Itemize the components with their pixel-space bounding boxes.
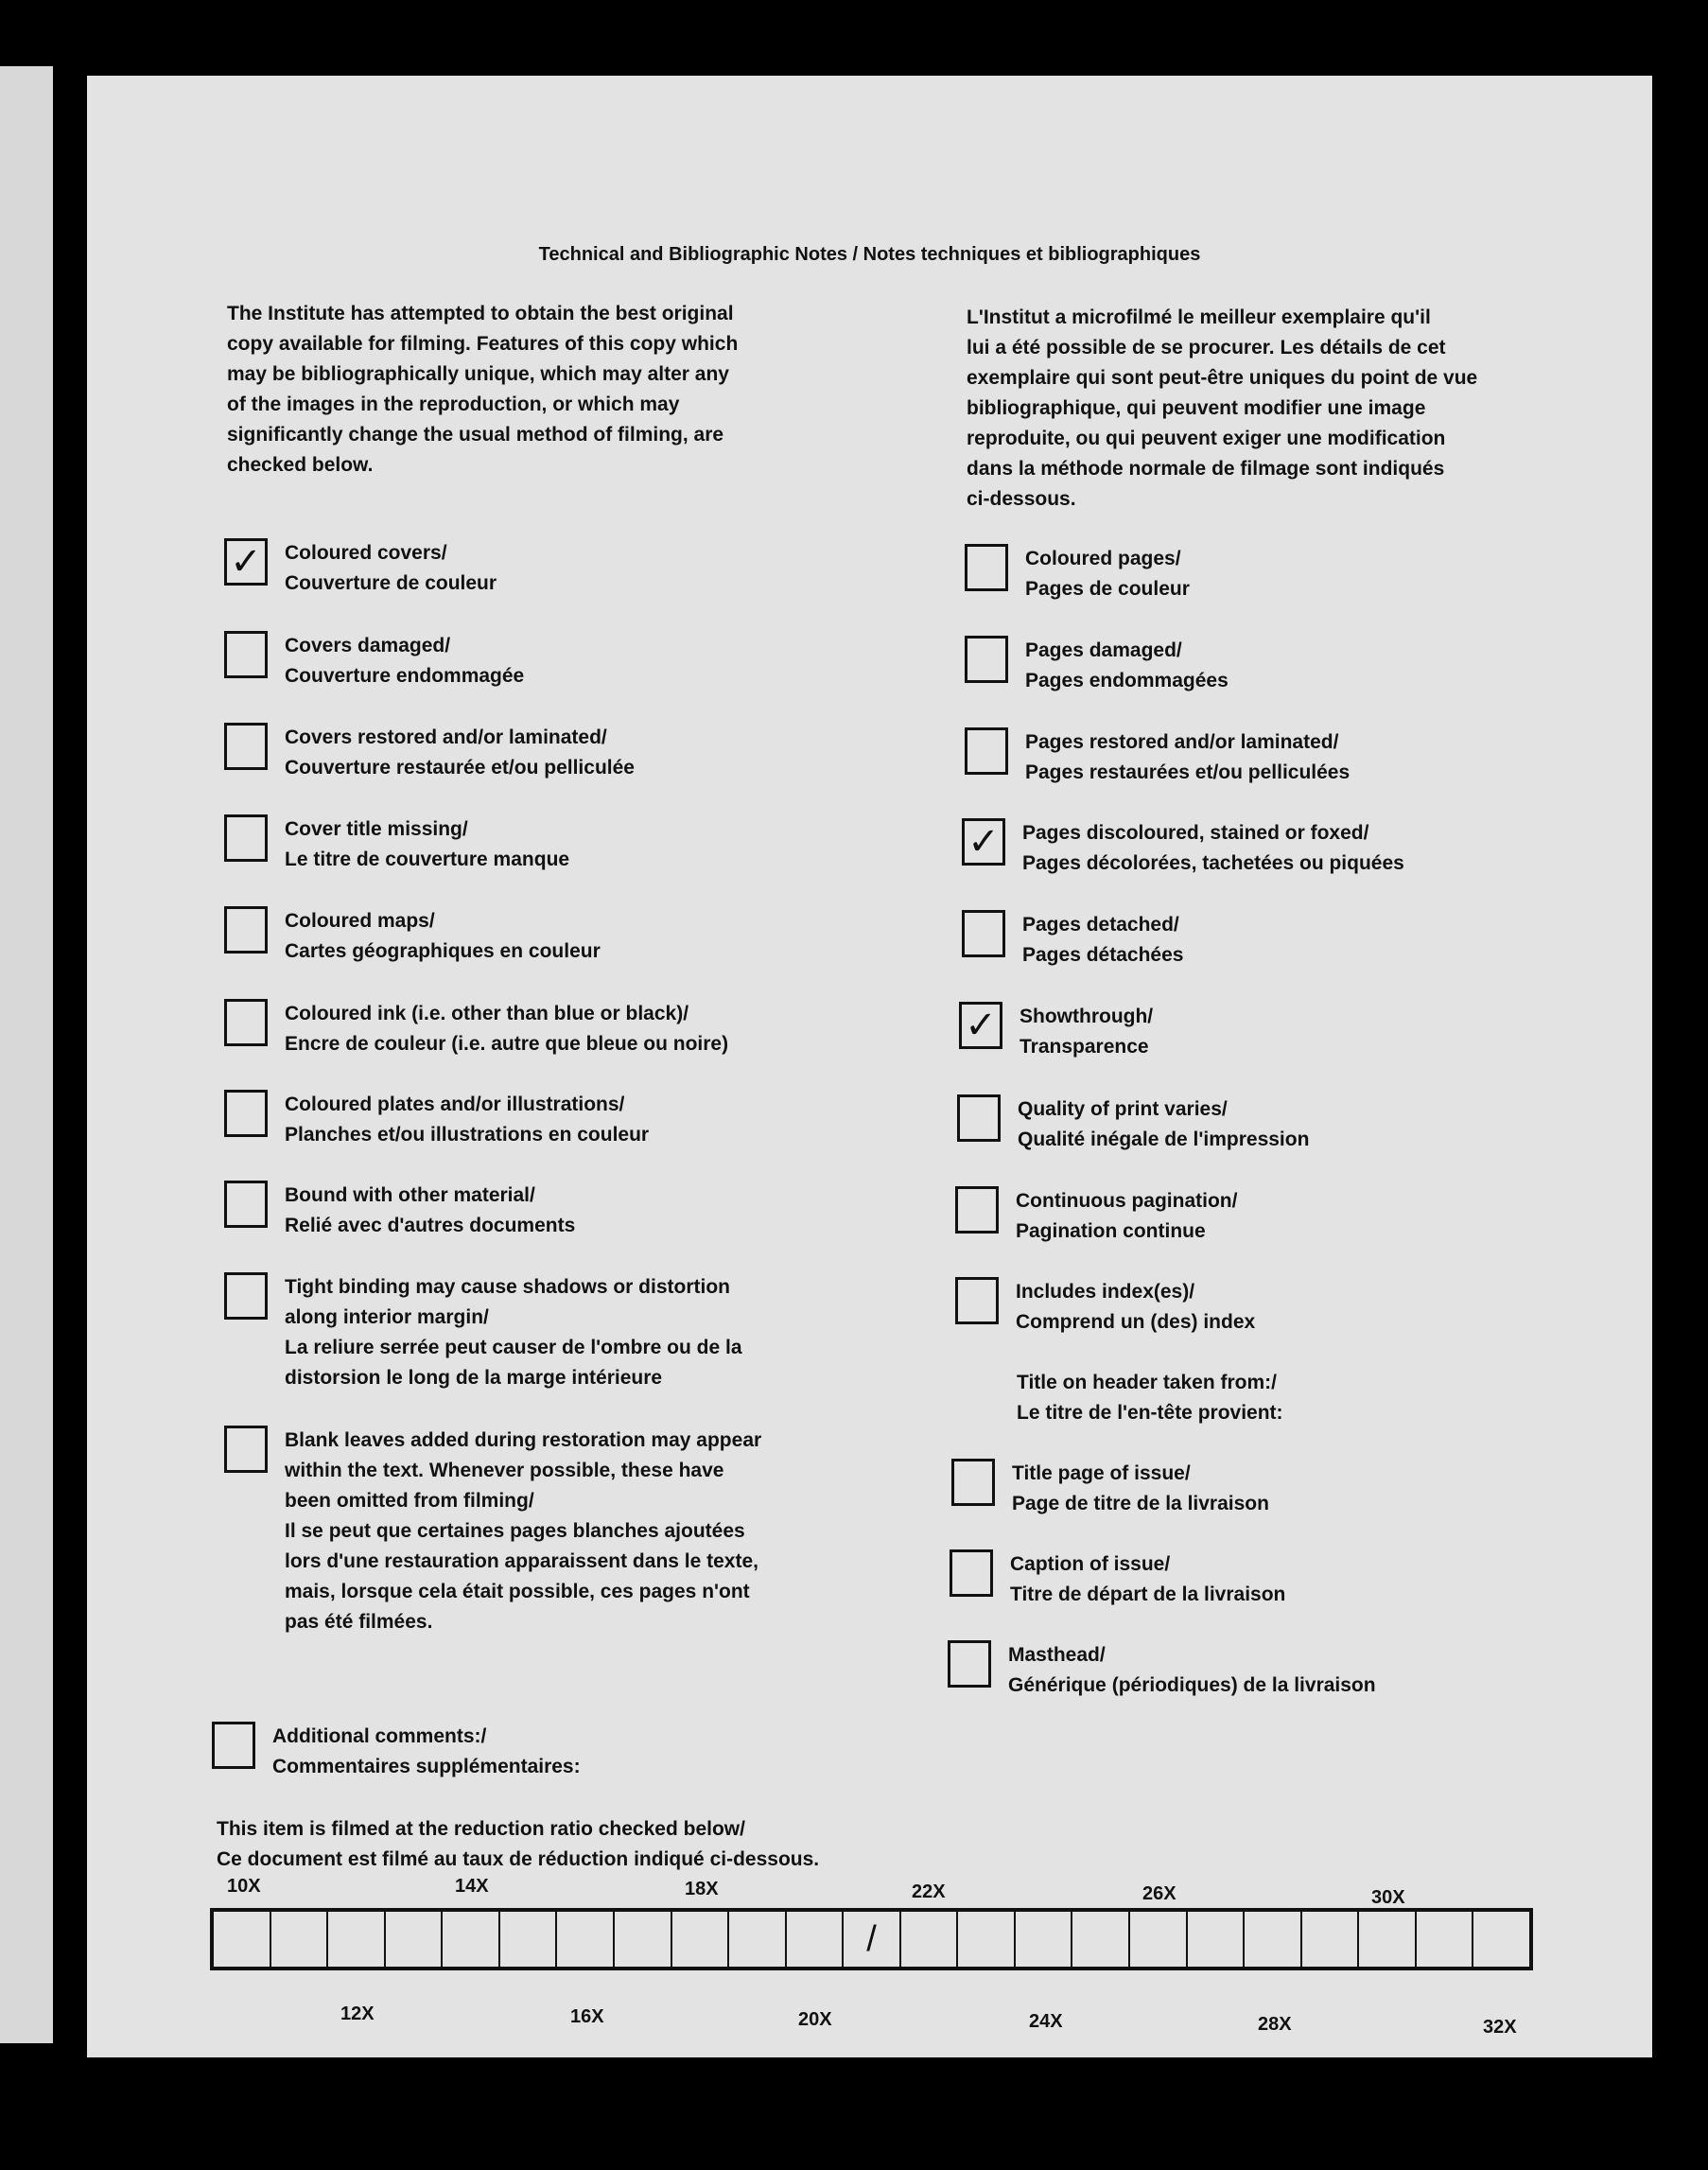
item-showthrough[interactable] bbox=[959, 1002, 1153, 1062]
item-label: Pages discoloured, stained or foxed/ Pages décolorées, tachetées ou piquées bbox=[1022, 822, 1404, 874]
checkbox[interactable] bbox=[948, 1640, 991, 1688]
item-masthead[interactable] bbox=[948, 1640, 1376, 1701]
item-includes-index[interactable] bbox=[955, 1277, 1255, 1338]
item-label: Masthead/ Générique (périodiques) de la livraison bbox=[1008, 1644, 1376, 1696]
item-label: Continuous pagination/ Pagination continue bbox=[1016, 1190, 1238, 1242]
item-continuous-pagination[interactable] bbox=[955, 1186, 1237, 1247]
item-label: Covers damaged/ Couverture endommagée bbox=[285, 635, 525, 687]
item-coloured-pages[interactable] bbox=[965, 544, 1190, 604]
ratio-label-top: 22X bbox=[912, 1881, 946, 1902]
intro-french: L'Institut a microfilmé le meilleur exemplaire qu'il lui a été possible de se procurer. Les détails de cet exemplaire qui sont peut-être uniques du point de vue bibliographique, qui peuvent modifier une image reproduite, ou qui peuvent exiger une modification dans la méthode normale de filmage sont indiqués ci-dessous. bbox=[967, 306, 1478, 510]
item-label: Blank leaves added during restoration may appear within the text. Whenever possible, these have been omitted from filming/ Il se peut que certaines pages blanches ajoutées lors d'une restauration apparaissent dans le texte, mais, lorsque cela était possible, ces pages n'ont pas été filmées. bbox=[285, 1429, 762, 1633]
item-coloured-maps[interactable] bbox=[224, 906, 601, 967]
checkbox[interactable] bbox=[965, 544, 1008, 591]
checkbox[interactable] bbox=[224, 631, 268, 678]
ratio-label-top: 30X bbox=[1371, 1887, 1405, 1908]
checkbox[interactable] bbox=[962, 910, 1005, 957]
item-label: Title page of issue/ Page de titre de la livraison bbox=[1012, 1462, 1269, 1514]
item-coloured-plates[interactable] bbox=[224, 1090, 649, 1150]
ratio-cell[interactable] bbox=[1188, 1912, 1246, 1967]
reduction-note: This item is filmed at the reduction ratio checked below/ Ce document est filmé au taux de réduction indiqué ci-dessous. bbox=[217, 1818, 820, 1870]
checkbox[interactable] bbox=[950, 1549, 993, 1597]
item-label: Covers restored and/or laminated/ Couverture restaurée et/ou pelliculée bbox=[285, 726, 635, 779]
item-label: Pages damaged/ Pages endommagées bbox=[1025, 639, 1229, 691]
ratio-cell[interactable] bbox=[386, 1912, 444, 1967]
item-label: Cover title missing/ Le titre de couverture manque bbox=[285, 818, 570, 870]
item-coloured-ink[interactable] bbox=[224, 999, 728, 1059]
item-cover-title-missing[interactable] bbox=[224, 814, 569, 875]
checkbox[interactable] bbox=[224, 723, 268, 770]
checkbox[interactable] bbox=[224, 906, 268, 954]
item-label: Additional comments:/ Commentaires supplémentaires: bbox=[272, 1725, 581, 1777]
ratio-label-bottom: 16X bbox=[570, 2006, 604, 2027]
ratio-cell-checked[interactable]: / bbox=[844, 1912, 901, 1967]
item-bound-with-other[interactable] bbox=[224, 1181, 575, 1241]
adjacent-page-edge bbox=[0, 66, 53, 2043]
checkbox[interactable] bbox=[965, 636, 1008, 683]
checkbox[interactable] bbox=[965, 727, 1008, 775]
ratio-cell[interactable] bbox=[729, 1912, 787, 1967]
checkbox-checked[interactable]: ✓ bbox=[962, 818, 1005, 866]
item-blank-leaves[interactable] bbox=[224, 1426, 761, 1637]
checkbox-checked[interactable]: ✓ bbox=[959, 1002, 1002, 1049]
header-note: Title on header taken from:/ Le titre de l'en-tête provient: bbox=[1017, 1372, 1283, 1424]
ratio-cell[interactable] bbox=[958, 1912, 1016, 1967]
item-label: Bound with other material/ Relié avec d'autres documents bbox=[285, 1184, 576, 1236]
item-label: Pages detached/ Pages détachées bbox=[1022, 914, 1184, 966]
item-caption-of-issue[interactable] bbox=[950, 1549, 1285, 1610]
ratio-cell[interactable] bbox=[328, 1912, 386, 1967]
item-pages-damaged[interactable] bbox=[965, 636, 1229, 696]
checkbox[interactable] bbox=[955, 1186, 999, 1234]
notes-sheet bbox=[87, 76, 1652, 2057]
checkbox[interactable] bbox=[955, 1277, 999, 1324]
intro-english: The Institute has attempted to obtain the best original copy available for filming. Features of this copy which may be bibliographically unique, which may alter any of the images in the reproduction, or which may significantly change the usual method of filming, are checked below. bbox=[227, 303, 739, 476]
ratio-cell[interactable] bbox=[672, 1912, 730, 1967]
item-title-page-of-issue[interactable] bbox=[951, 1459, 1269, 1519]
ratio-cell[interactable] bbox=[1473, 1912, 1529, 1967]
ratio-label-top: 10X bbox=[227, 1876, 261, 1897]
checkbox[interactable] bbox=[224, 1426, 268, 1473]
item-label: Caption of issue/ Titre de départ de la livraison bbox=[1010, 1553, 1286, 1605]
item-label: Tight binding may cause shadows or distortion along interior margin/ La reliure serrée peut causer de l'ombre ou de la distorsion le long de la marge intérieure bbox=[285, 1276, 742, 1389]
item-label: Quality of print varies/ Qualité inégale de l'impression bbox=[1018, 1098, 1310, 1150]
item-label: Includes index(es)/ Comprend un (des) index bbox=[1016, 1281, 1256, 1333]
reduction-ratio-grid bbox=[210, 1908, 1533, 1970]
ratio-cell[interactable] bbox=[1245, 1912, 1302, 1967]
checkbox[interactable] bbox=[212, 1722, 255, 1769]
checkbox[interactable] bbox=[224, 1272, 268, 1320]
item-tight-binding[interactable] bbox=[224, 1272, 742, 1393]
item-pages-restored[interactable] bbox=[965, 727, 1350, 788]
item-coloured-covers[interactable] bbox=[224, 538, 497, 599]
ratio-cell[interactable] bbox=[1016, 1912, 1073, 1967]
item-pages-discoloured[interactable] bbox=[962, 818, 1404, 879]
ratio-cell[interactable] bbox=[271, 1912, 329, 1967]
ratio-label-top: 14X bbox=[455, 1876, 489, 1897]
ratio-cell[interactable] bbox=[1072, 1912, 1130, 1967]
checkbox-checked[interactable]: ✓ bbox=[224, 538, 268, 586]
ratio-label-bottom: 12X bbox=[340, 2004, 375, 2024]
ratio-cell[interactable] bbox=[1130, 1912, 1188, 1967]
ratio-cell[interactable] bbox=[1302, 1912, 1360, 1967]
ratio-cell[interactable] bbox=[787, 1912, 845, 1967]
checkbox[interactable] bbox=[224, 999, 268, 1046]
ratio-label-bottom: 28X bbox=[1258, 2014, 1292, 2035]
ratio-cell[interactable] bbox=[443, 1912, 500, 1967]
checkbox[interactable] bbox=[951, 1459, 995, 1506]
checkbox[interactable] bbox=[224, 1090, 268, 1137]
checkbox[interactable] bbox=[224, 814, 268, 862]
ratio-label-bottom: 20X bbox=[798, 2009, 832, 2030]
item-print-quality[interactable] bbox=[957, 1094, 1309, 1155]
ratio-cell[interactable] bbox=[557, 1912, 615, 1967]
checkbox[interactable] bbox=[957, 1094, 1001, 1142]
item-covers-damaged[interactable] bbox=[224, 631, 524, 691]
ratio-cell[interactable] bbox=[214, 1912, 271, 1967]
ratio-label-bottom: 24X bbox=[1029, 2011, 1063, 2032]
item-label: Coloured covers/ Couverture de couleur bbox=[285, 542, 497, 594]
item-label: Coloured ink (i.e. other than blue or black)/ Encre de couleur (i.e. autre que bleue ou noire) bbox=[285, 1003, 729, 1055]
ratio-label-top: 26X bbox=[1142, 1883, 1176, 1904]
item-covers-restored[interactable] bbox=[224, 723, 635, 783]
item-label: Coloured maps/ Cartes géographiques en couleur bbox=[285, 910, 601, 962]
ratio-label-bottom: 32X bbox=[1483, 2017, 1517, 2038]
item-pages-detached[interactable] bbox=[962, 910, 1183, 971]
ratio-cell[interactable] bbox=[901, 1912, 959, 1967]
item-label: Showthrough/ Transparence bbox=[1020, 1006, 1154, 1058]
ratio-label-top: 18X bbox=[685, 1879, 719, 1899]
item-additional-comments[interactable] bbox=[212, 1722, 581, 1782]
ratio-cell[interactable] bbox=[1359, 1912, 1417, 1967]
ratio-cell[interactable] bbox=[615, 1912, 672, 1967]
item-label: Coloured pages/ Pages de couleur bbox=[1025, 548, 1190, 600]
item-label: Pages restored and/or laminated/ Pages restaurées et/ou pelliculées bbox=[1025, 731, 1351, 783]
page-title: Technical and Bibliographic Notes / Notes techniques et bibliographiques bbox=[538, 244, 1201, 265]
checkbox[interactable] bbox=[224, 1181, 268, 1228]
ratio-cell[interactable] bbox=[500, 1912, 558, 1967]
ratio-cell[interactable] bbox=[1417, 1912, 1474, 1967]
item-label: Coloured plates and/or illustrations/ Planches et/ou illustrations en couleur bbox=[285, 1094, 650, 1146]
